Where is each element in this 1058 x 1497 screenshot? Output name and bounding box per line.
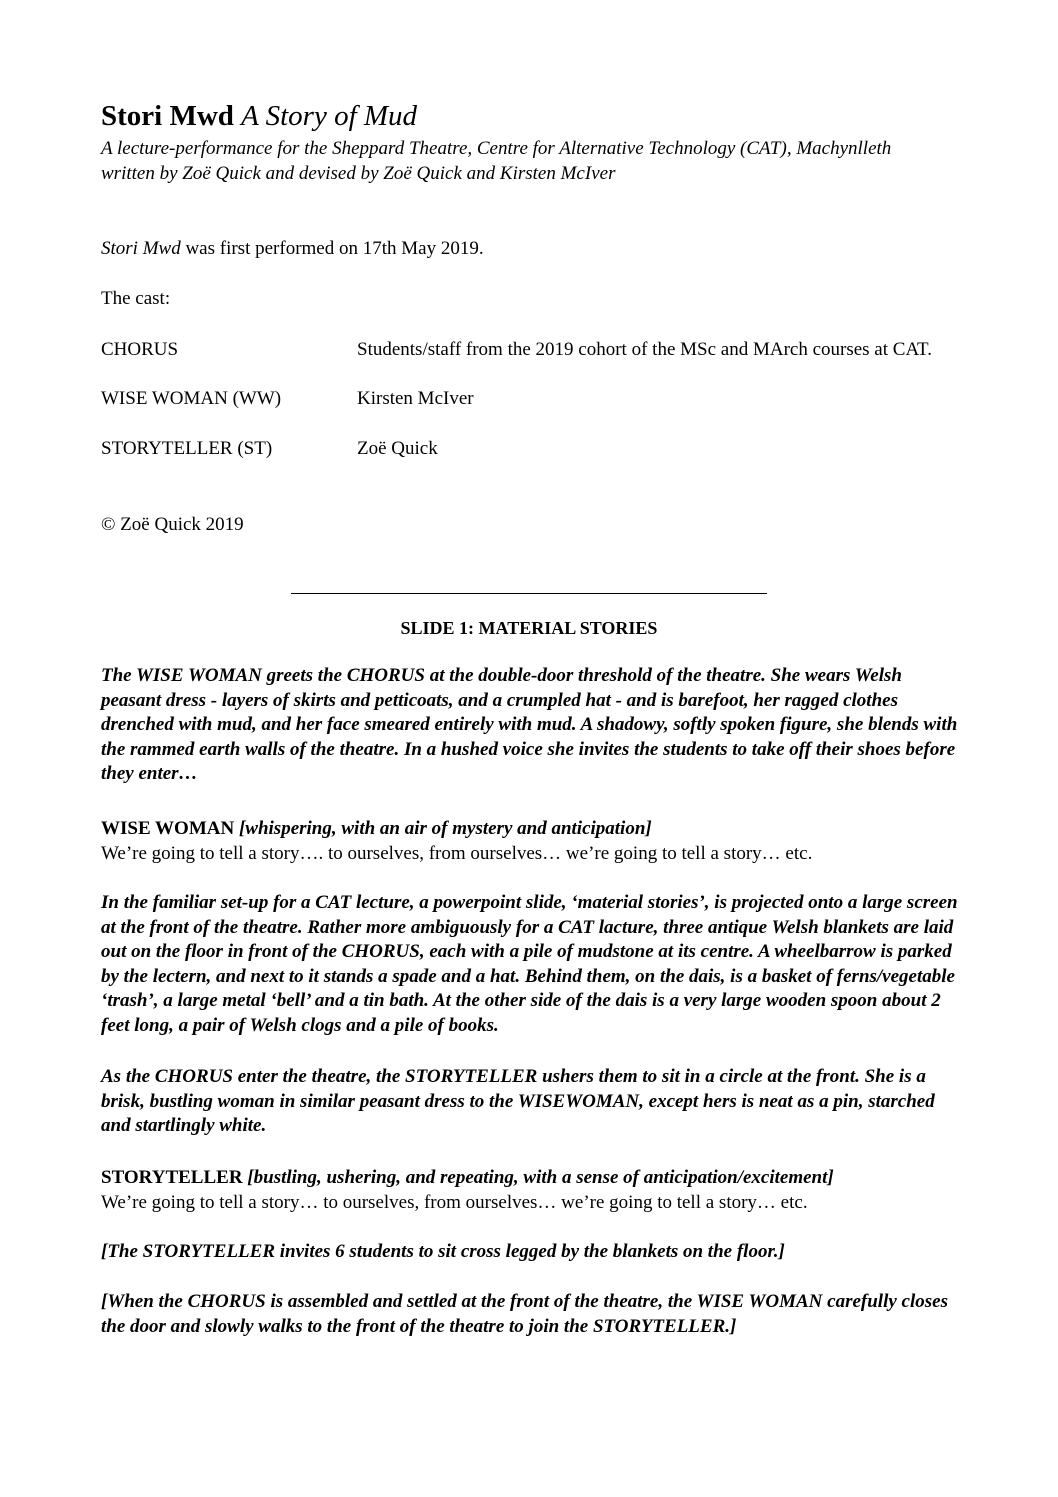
- speaker-name: STORYTELLER: [101, 1167, 243, 1188]
- cast-actor: Kirsten McIver: [357, 388, 474, 409]
- first-performed-note: [101, 237, 484, 262]
- copyright-notice: © Zoë Quick 2019: [101, 514, 244, 535]
- cast-role: STORYTELLER (ST): [101, 438, 273, 459]
- slide-heading: SLIDE 1: MATERIAL STORIES: [400, 618, 658, 638]
- document-title: [101, 98, 961, 134]
- stage-direction: [The STORYTELLER invites 6 students to sit cross legged by the blankets on the floor.]: [101, 1241, 785, 1262]
- speaker-line: [101, 817, 959, 842]
- spoken-line: We’re going to tell a story… to ourselves, from ourselves… we’re going to tell a story… etc.: [101, 1191, 808, 1213]
- performance-title: Stori Mwd: [101, 238, 181, 259]
- speaker-line: [101, 1166, 959, 1191]
- cast-actor: Students/staff from the 2019 cohort of the MSc and MArch courses at CAT.: [357, 339, 933, 360]
- title-subtitle-italic: A Story of Mud: [241, 100, 418, 132]
- subtitle-line-1: A lecture-performance for the Sheppard Theatre, Centre for Alternative Technology (CAT), Machynlleth: [101, 138, 892, 159]
- stage-direction: As the CHORUS enter the theatre, the STORYTELLER ushers them to sit in a circle at the front. She is a brisk, bustling woman in similar peasant dress to the WISEWOMAN, except hers is neat as a pin, starched and startlingly white.: [101, 1066, 935, 1136]
- dialogue-storyteller: [101, 1166, 959, 1215]
- stage-direction: In the familiar set-up for a CAT lecture, a powerpoint slide, ‘material stories’, is projected onto a large screen at the front of the theatre. Rather more ambiguously for a CAT lacture, three antique Welsh blankets are laid out on the floor in front of the CHORUS, each with a pile of mudstone at its centre. A wheelbarrow is parked by the lectern, and next to it stands a spade and a hat. Behind them, on the dais, is a basket of ferns/vegetable ‘trash’, a large metal ‘bell’ and a tin bath. At the other side of the dais is a very large wooden spoon about 2 feet long, a pair of Welsh clogs and a pile of books.: [101, 892, 958, 1036]
- document-subtitle: [101, 137, 961, 186]
- stage-direction: The WISE WOMAN greets the CHORUS at the double-door threshold of the theatre. She wears Welsh peasant dress - layers of skirts and petticoats, and a crumpled hat - and is barefoot, her ragged clothes drenched with mud, and her face smeared entirely with mud. A shadowy, softly spoken figure, she blends with the rammed earth walls of the theatre. In a hushed voice she invites the students to take off their shoes before they enter…: [101, 665, 958, 784]
- document-page: [101, 98, 961, 1337]
- cast-role: WISE WOMAN (WW): [101, 388, 282, 409]
- speaker-direction: [bustling, ushering, and repeating, with a sense of anticipation/excitement]: [242, 1167, 834, 1188]
- performance-date-text: was first performed on 17th May 2019.: [180, 238, 484, 259]
- subtitle-line-2: written by Zoë Quick and devised by Zoë Quick and Kirsten McIver: [101, 162, 616, 184]
- dialogue-wise-woman: [101, 817, 959, 866]
- cast-role: CHORUS: [101, 339, 179, 360]
- cast-label: The cast:: [101, 288, 171, 309]
- section-divider: [291, 593, 767, 594]
- speaker-name: WISE WOMAN: [101, 818, 235, 839]
- title-main: Stori Mwd: [101, 100, 234, 132]
- spoken-line: We’re going to tell a story…. to ourselves, from ourselves… we’re going to tell a story… etc.: [101, 842, 813, 864]
- cast-actor: Zoë Quick: [357, 438, 438, 459]
- stage-direction: [When the CHORUS is assembled and settled at the front of the theatre, the WISE WOMAN carefully closes the door and slowly walks to the front of the theatre to join the STORYTELLER.]: [101, 1291, 948, 1337]
- speaker-direction: [whispering, with an air of mystery and anticipation]: [234, 818, 652, 839]
